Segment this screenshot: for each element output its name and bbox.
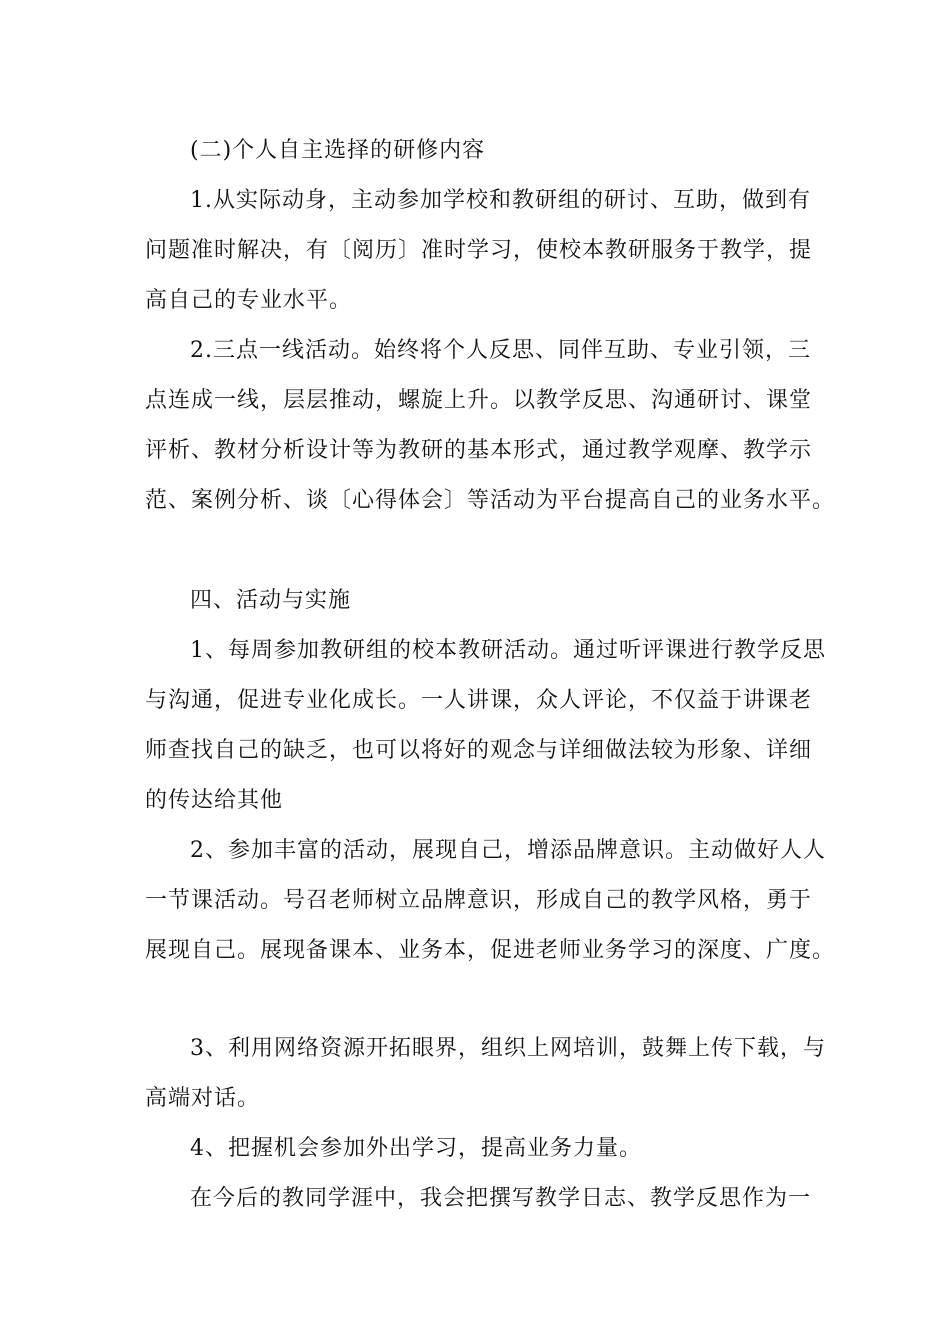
paragraph-line: 2、参加丰富的活动，展现自己，增添品牌意识。主动做好人人 [190,838,826,863]
paragraph-line: 高端对话。 [145,1086,261,1111]
paragraph-line: 1.从实际动身，主动参加学校和教研组的研讨、互助，做到有 [190,188,811,213]
paragraph-line: 点连成一线，层层推动，螺旋上升。以教学反思、沟通研讨、课堂 [145,388,813,413]
paragraph-line: 展现自己。展现备课本、业务本，促进老师业务学习的深度、广度。 [145,938,836,963]
paragraph-line: 评析、教材分析设计等为教研的基本形式，通过教学观摩、教学示 [145,438,813,463]
paragraph-line: 的传达给其他 [145,788,284,813]
paragraph-line: 4、把握机会参加外出学习，提高业务力量。 [190,1136,642,1161]
paragraph-line: 一节课活动。号召老师树立品牌意识，形成自己的教学风格，勇于 [145,888,813,913]
paragraph-line: 范、案例分析、谈〔心得体会〕等活动为平台提高自己的业务水平。 [145,488,836,513]
paragraph-line: 2.三点一线活动。始终将个人反思、同伴互助、专业引领，三 [190,338,811,363]
paragraph-line: 与沟通，促进专业化成长。一人讲课，众人评论，不仅益于讲课老 [145,688,813,713]
paragraph-line: 高自己的专业水平。 [145,288,353,313]
section-heading: (二)个人自主选择的研修内容 [190,138,486,163]
section-heading: 四、活动与实施 [190,588,352,613]
paragraph-line: 3、利用网络资源开拓眼界，组织上网培训，鼓舞上传下载，与 [190,1036,826,1061]
paragraph-line: 1、每周参加教研组的校本教研活动。通过听评课进行教学反思 [190,638,826,663]
paragraph-line: 在今后的教同学涯中，我会把撰写教学日志、教学反思作为一 [190,1186,812,1211]
paragraph-line: 师查找自己的缺乏，也可以将好的观念与详细做法较为形象、详细 [145,738,813,763]
paragraph-line: 问题准时解决，有〔阅历〕准时学习，使校本教研服务于教学，提 [145,238,813,263]
